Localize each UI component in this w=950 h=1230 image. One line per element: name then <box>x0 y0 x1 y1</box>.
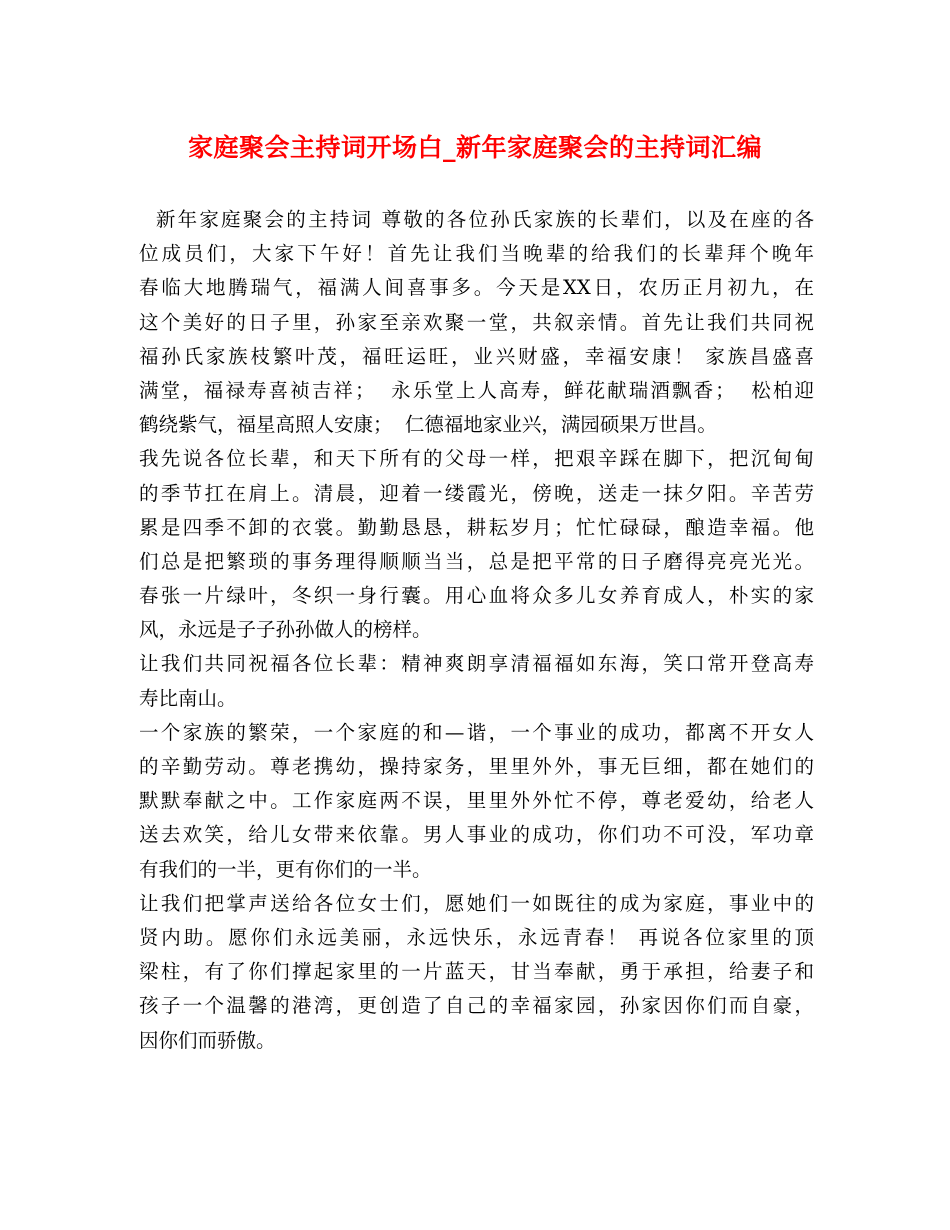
body-line: 因你们而骄傲。 <box>139 1028 276 1052</box>
document-title: 家庭聚会主持词开场白_新年家庭聚会的主持词汇编 <box>187 133 762 162</box>
body-line: 我先说各位长辈，和天下所有的父母一样，把艰辛踩在脚下，把沉甸甸 <box>139 447 814 471</box>
body-line: 满堂，福禄寿喜祯吉祥； 永乐堂上人高寿，鲜花献瑞酒飘香； 松柏迎 <box>139 378 814 402</box>
body-line: 这个美好的日子里，孙家至亲欢聚一堂，共叙亲情。首先让我们共同祝 <box>139 310 814 334</box>
body-line: 鹤绕紫气，福星高照人安康； 仁德福地家业兴，满园硕果万世昌。 <box>139 413 717 437</box>
body-line: 孩子一个温馨的港湾，更创造了自己的幸福家园，孙家因你们而自豪， <box>139 994 814 1018</box>
body-line: 风，永远是子子孙孙做人的榜样。 <box>139 618 432 642</box>
body-line: 梁柱，有了你们撑起家里的一片蓝天，甘当奉献，勇于承担，给妻子和 <box>139 960 814 984</box>
body-line: 送去欢笑，给儿女带来依靠。男人事业的成功，你们功不可没，军功章 <box>139 823 814 847</box>
body-line: 的辛勤劳动。尊老携幼，操持家务，里里外外，事无巨细，都在她们的 <box>139 755 814 778</box>
body-line: 福孙氏家族枝繁叶茂，福旺运旺，业兴财盛，幸福安康！ 家族昌盛喜 <box>139 344 814 368</box>
document-body <box>139 203 814 1058</box>
body-line: 春张一片绿叶，冬织一身行囊。用心血将众多儿女养育成人，朴实的家 <box>139 584 814 608</box>
body-line: 位成员们，大家下午好！首先让我们当晚辈的给我们的长辈拜个晚年 <box>139 242 814 266</box>
body-line: 们总是把繁琐的事务理得顺顺当当，总是把平常的日子磨得亮亮光光。 <box>139 549 814 573</box>
body-line: 有我们的一半，更有你们的一半。 <box>139 857 432 881</box>
body-line: 新年家庭聚会的主持词 尊敬的各位孙氏家族的长辈们，以及在座的各 <box>139 208 814 231</box>
body-line: 春临大地腾瑞气，福满人间喜事多。今天是XX日，农历正月初九，在 <box>139 276 814 300</box>
body-line: 默默奉献之中。工作家庭两不误，里里外外忙不停，尊老爱幼，给老人 <box>139 789 814 813</box>
body-line: 贤内助。愿你们永远美丽，永远快乐，永远青春！ 再说各位家里的顶 <box>139 925 814 949</box>
body-line: 的季节扛在肩上。清晨，迎着一缕霞光，傍晚，送走一抹夕阳。辛苦劳 <box>139 481 814 505</box>
body-line: 让我们把掌声送给各位女士们，愿她们一如既往的成为家庭，事业中的 <box>139 891 814 915</box>
body-line: 让我们共同祝福各位长辈：精神爽朗享清福福如东海，笑口常开登高寿 <box>139 652 814 676</box>
body-line: 寿比南山。 <box>139 686 237 710</box>
body-line: 累是四季不卸的衣裳。勤勤恳恳，耕耘岁月；忙忙碌碌，酿造幸福。他 <box>139 515 814 539</box>
body-line: 一个家族的繁荣，一个家庭的和—谐，一个事业的成功，都离不开女人 <box>139 720 814 744</box>
